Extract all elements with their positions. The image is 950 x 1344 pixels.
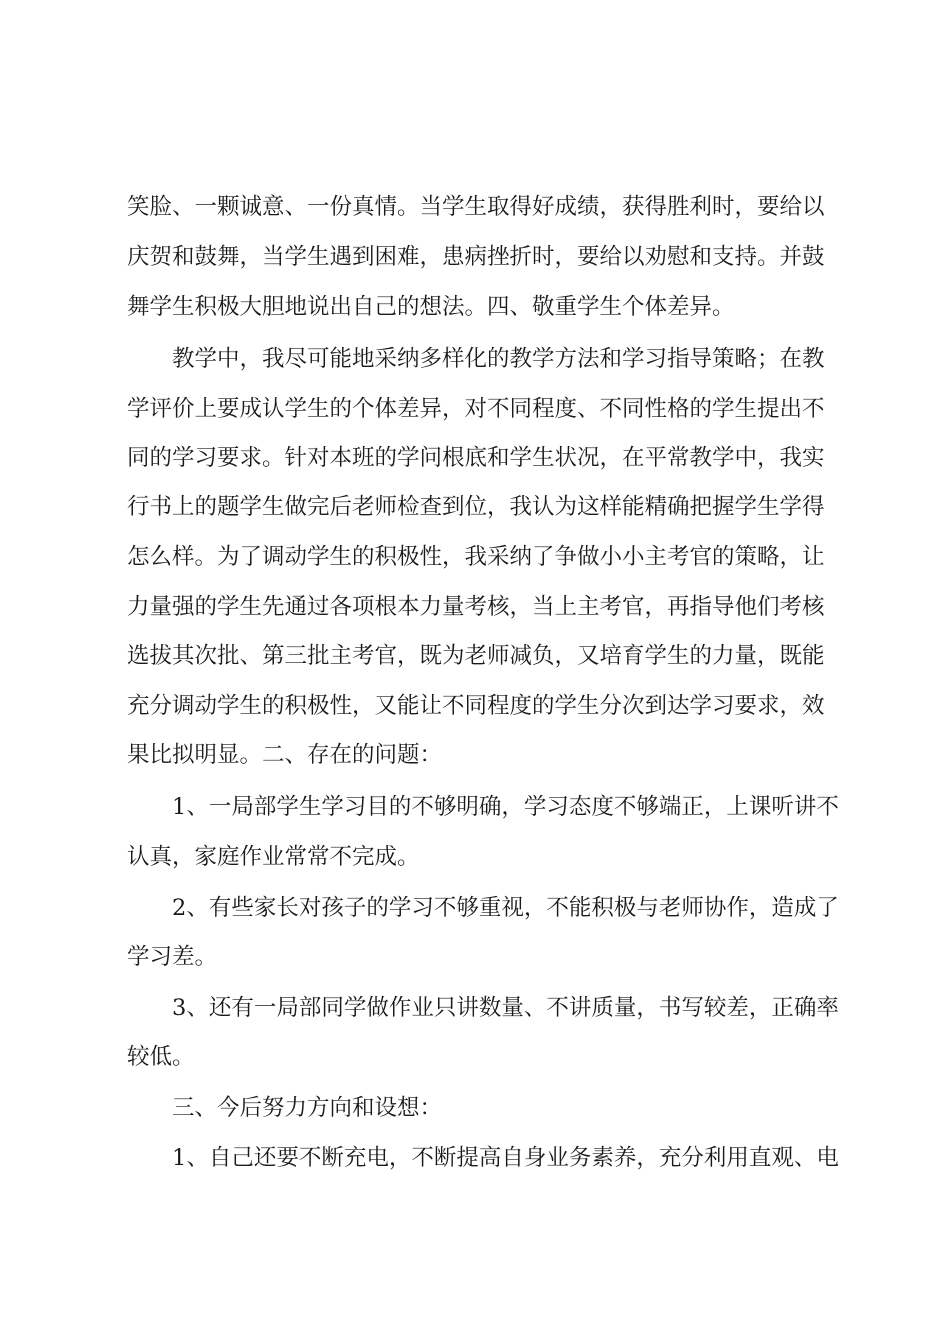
text-line: 力量强的学生先通过各项根本力量考核，当上主考官，再指导他们考核	[127, 594, 825, 620]
text-line: 学习差。	[127, 944, 218, 970]
text-line: 同的学习要求。针对本班的学问根底和学生状况，在平常教学中，我实	[127, 445, 825, 471]
text-line: 庆贺和鼓舞，当学生遇到困难，患病挫折时，要给以劝慰和支持。并鼓	[127, 244, 825, 270]
section-heading: 三、今后努力方向和设想：	[172, 1095, 443, 1121]
paragraph-first-line: 教学中，我尽可能地采纳多样化的教学方法和学习指导策略；在教	[172, 346, 825, 372]
text-line: 充分调动学生的积极性，又能让不同程度的学生分次到达学习要求，效	[127, 693, 825, 719]
text-line: 认真，家庭作业常常不完成。	[127, 844, 420, 870]
text-line: 笑脸、一颗诚意、一份真情。当学生取得好成绩，获得胜利时，要给以	[127, 194, 825, 220]
text-line: 舞学生积极大胆地说出自己的想法。四、敬重学生个体差异。	[127, 294, 735, 320]
paragraph-first-line: 1、一局部学生学习目的不够明确，学习态度不够端正，上课听讲不	[172, 794, 839, 820]
text-line: 行书上的题学生做完后老师检查到位，我认为这样能精确把握学生学得	[127, 494, 825, 520]
text-line: 学评价上要成认学生的个体差异，对不同程度、不同性格的学生提出不	[127, 396, 825, 422]
text-line: 较低。	[127, 1044, 195, 1070]
paragraph-first-line: 1、自己还要不断充电，不断提高自身业务素养，充分利用直观、电	[172, 1145, 839, 1171]
paragraph-first-line: 3、还有一局部同学做作业只讲数量、不讲质量，书写较差，正确率	[172, 995, 839, 1021]
text-line: 怎么样。为了调动学生的积极性，我采纳了争做小小主考官的策略，让	[127, 544, 825, 570]
paragraph-first-line: 2、有些家长对孩子的学习不够重视，不能积极与老师协作，造成了	[172, 895, 839, 921]
text-line: 选拔其次批、第三批主考官，既为老师减负，又培育学生的力量，既能	[127, 643, 825, 669]
text-line: 果比拟明显。二、存在的问题：	[127, 742, 443, 768]
